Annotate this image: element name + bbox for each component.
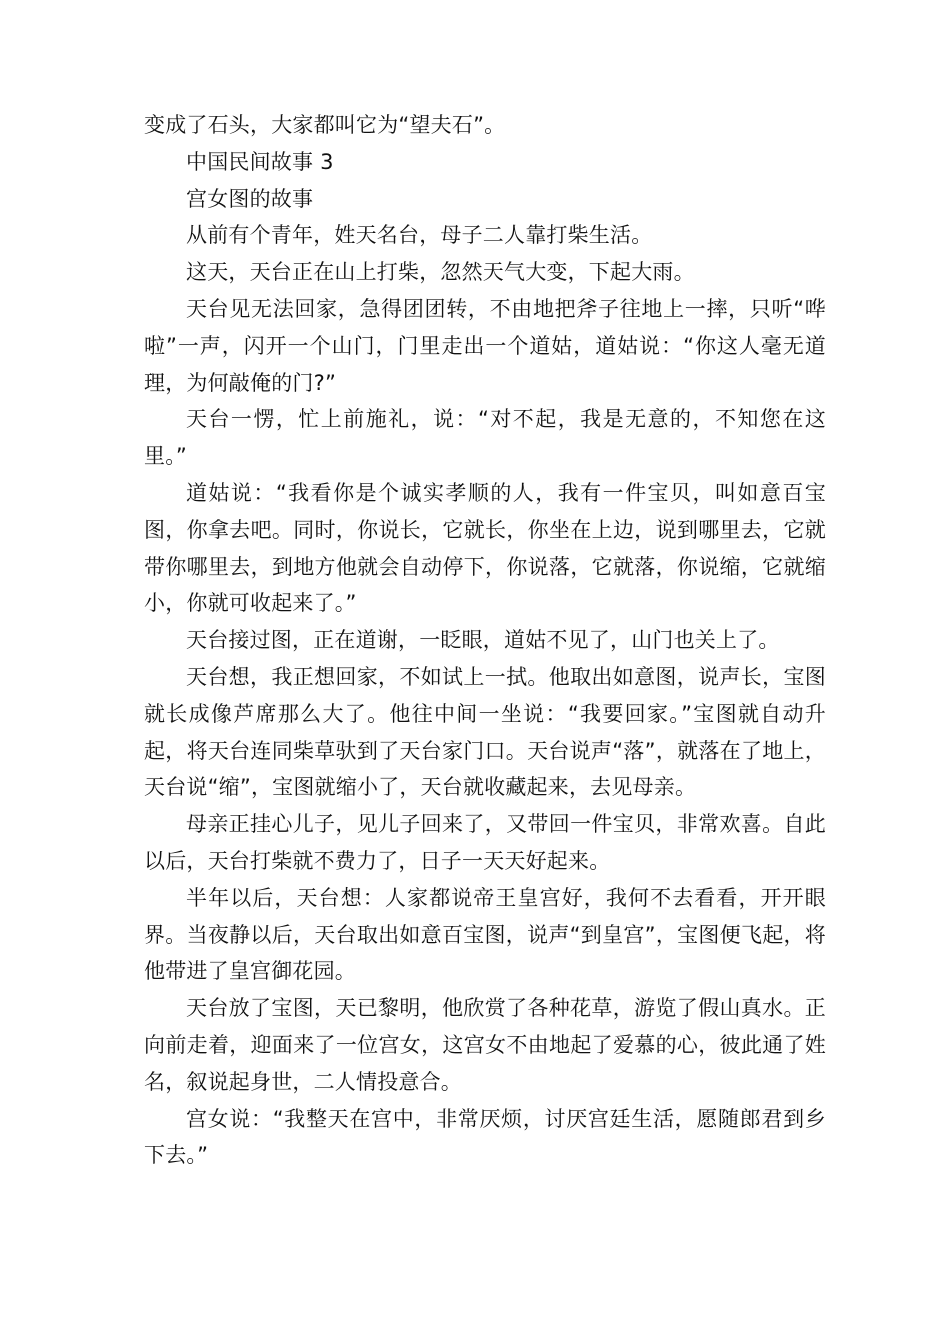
paragraph-10: 母亲正挂心儿子，见儿子回来了，又带回一件宝贝，非常欢喜。自此以后，天台打柴就不费力了，日子一天天好起来。 (144, 812, 826, 873)
paragraph-11: 半年以后，天台想：人家都说帝王皇宫好，我何不去看看，开开眼界。当夜静以后，天台取出如意百宝图，说声“到皇宫”，宝图便飞起，将他带进了皇宫御花园。 (144, 885, 826, 984)
paragraph-6: 天台一愣，忙上前施礼，说：“对不起，我是无意的，不知您在这里。” (144, 407, 826, 469)
story-title: 宫女图的故事 (186, 186, 314, 211)
story-heading: 中国民间故事 3 (186, 149, 334, 174)
paragraph-9: 天台想，我正想回家，不如试上一拭。他取出如意图，说声长，宝图就长成像芦席那么大了。他往中间一坐说：“我要回家。”宝图就自动升起，将天台连同柴草驮到了天台家门口。天台说声“落”，就落在了地上，天台说“缩”，宝图就缩小了，天台就收藏起来，去见母亲。 (144, 664, 826, 800)
paragraph-7: 道姑说：“我看你是个诚实孝顺的人，我有一件宝贝，叫如意百宝图，你拿去吧。同时，你说长，它就长，你坐在上边，说到哪里去，它就带你哪里去，到地方他就会自动停下，你说落，它就落，你说缩，它就缩小，你就可收起来了。” (144, 480, 826, 616)
paragraph-12: 天台放了宝图，天已黎明，他欣赏了各种花草，游览了假山真水。正向前走着，迎面来了一位宫女，这宫女不由地起了爱慕的心，彼此通了姓名，叙说起身世，二人情投意合。 (144, 996, 826, 1094)
paragraph-3: 从前有个青年，姓天名台，母子二人靠打柴生活。 (186, 223, 653, 248)
paragraph-5: 天台见无法回家，急得团团转，不由地把斧子往地上一摔，只听“哗啦”一声，闪开一个山门，门里走出一个道姑，道姑说：“你这人毫无道理，为何敲俺的门?” (144, 296, 826, 395)
paragraph-0: 变成了石头，大家都叫它为“望夫石”。 (144, 113, 506, 137)
paragraph-13: 宫女说：“我整天在宫中，非常厌烦，讨厌宫廷生活，愿随郎君到乡下去。” (144, 1106, 826, 1168)
paragraph-8: 天台接过图，正在道谢，一眨眼，道姑不见了，山门也关上了。 (186, 628, 780, 653)
paragraph-4: 这天，天台正在山上打柴，忽然天气大变，下起大雨。 (186, 260, 695, 285)
document-body (144, 107, 826, 1174)
